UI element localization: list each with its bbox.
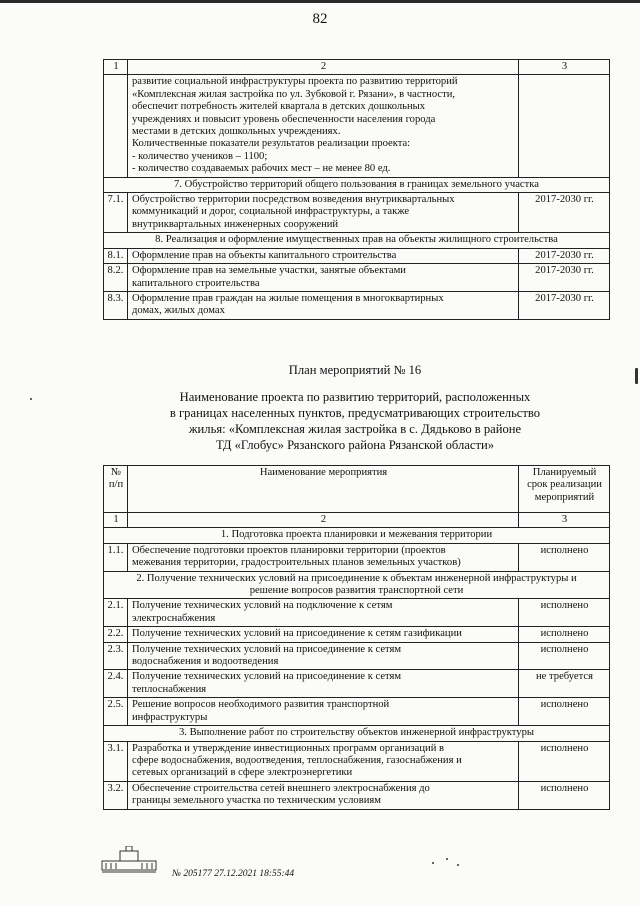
header-term-line: Планируемый xyxy=(532,467,597,478)
scan-speck xyxy=(446,858,448,860)
header-number-cell: 3 xyxy=(519,60,610,75)
implementation-term: исполнено xyxy=(519,698,610,726)
measure-line: Получение технических условий на присоединение к сетям xyxy=(132,671,402,683)
implementation-term: исполнено xyxy=(519,627,610,642)
scan-speck xyxy=(635,368,638,384)
measure-line: теплоснабжения xyxy=(132,683,207,695)
measure-name xyxy=(128,75,519,177)
measure-line: сфере водоснабжения, водоотведения, теплоснабжения, газоснабжения и xyxy=(132,754,462,766)
table-row xyxy=(104,599,610,627)
row-number: 2.5. xyxy=(104,698,128,726)
project-title-line: ТД «Глобус» Рязанского района Рязанской области» xyxy=(215,438,495,452)
row-number xyxy=(104,75,128,177)
header-number-cell: 1 xyxy=(104,513,128,528)
measure-name xyxy=(128,543,519,571)
table-row xyxy=(104,193,610,233)
row-number: 2.3. xyxy=(104,642,128,670)
measure-line: - количество учеников – 1100; xyxy=(132,150,268,162)
measure-line: домах, жилых домах xyxy=(132,305,225,317)
header-row xyxy=(104,466,610,513)
header-number-cell: 1 xyxy=(104,60,128,75)
header-name-text: Наименование мероприятия xyxy=(259,467,388,478)
table-row xyxy=(104,698,610,726)
section-heading xyxy=(104,571,610,599)
implementation-term: 2017-2030 гг. xyxy=(519,248,610,263)
row-number: 7.1. xyxy=(104,193,128,233)
scan-speck xyxy=(30,398,32,400)
header-num-line: п/п xyxy=(108,479,124,491)
measure-line: электроснабжения xyxy=(132,612,216,624)
section-heading-line: 2. Получение технических условий на присоединение к объектам инженерной инфраструктуры и xyxy=(136,572,577,584)
implementation-term: исполнено xyxy=(519,781,610,809)
measure-name xyxy=(128,193,519,233)
project-title-line: в границах населенных пунктов, предусматривающих строительство xyxy=(169,406,541,420)
measure-line: Обеспечение строительства сетей внешнего электроснабжения до xyxy=(132,782,430,794)
row-number: 2.1. xyxy=(104,599,128,627)
implementation-term: 2017-2030 гг. xyxy=(519,291,610,319)
measure-line: - количество создаваемых рабочих мест – не менее 80 ед. xyxy=(132,163,391,175)
measure-line: развитие социальной инфраструктуры проекта по развитию территорий xyxy=(132,76,458,88)
header-name-cell xyxy=(128,466,519,513)
header-number-row xyxy=(104,60,610,75)
measure-line: Оформление прав на земельные участки, занятые объектами xyxy=(132,265,406,277)
measure-line: Оформление прав на объекты капитального строительства xyxy=(132,249,397,261)
project-title xyxy=(120,389,590,453)
measure-name xyxy=(128,291,519,319)
measure-line: капитального строительства xyxy=(132,277,260,289)
measure-name xyxy=(128,781,519,809)
measure-line: Количественные показатели результатов реализации проекта: xyxy=(132,138,411,150)
measure-line: Получение технических условий на присоединение к сетям xyxy=(132,643,402,655)
measure-line: инфраструктуры xyxy=(132,711,208,723)
row-number: 2.2. xyxy=(104,627,128,642)
project-title-line: Наименование проекта по развитию территорий, расположенных xyxy=(179,390,531,404)
table-row xyxy=(104,543,610,571)
building-stamp-logo xyxy=(100,846,158,874)
measure-line: коммуникаций и дорог, социальной инфраструктуры, а также xyxy=(132,206,410,218)
measure-line: сетевых организаций в сфере электроэнергетики xyxy=(132,767,353,779)
row-number: 8.1. xyxy=(104,248,128,263)
section-heading: 1. Подготовка проекта планировки и межевания территории xyxy=(104,528,610,543)
implementation-term: исполнено xyxy=(519,599,610,627)
implementation-term: 2017-2030 гг. xyxy=(519,264,610,292)
table-row xyxy=(104,291,610,319)
section-row xyxy=(104,177,610,192)
implementation-term: 2017-2030 гг. xyxy=(519,193,610,233)
section-heading: 7. Обустройство территорий общего пользования в границах земельного участка xyxy=(104,177,610,192)
row-number: 1.1. xyxy=(104,543,128,571)
measure-line: учреждениях и повысит уровень обеспеченности населения города xyxy=(132,113,436,125)
implementation-term: исполнено xyxy=(519,642,610,670)
implementation-term: исполнено xyxy=(519,741,610,781)
row-number: 2.4. xyxy=(104,670,128,698)
measure-line: «Комплексная жилая застройка по ул. Зубковой г. Рязани», в частности, xyxy=(132,88,456,100)
header-number-cell: 3 xyxy=(519,513,610,528)
table-row xyxy=(104,741,610,781)
measure-line: местами в детских дошкольных учреждениях. xyxy=(132,126,341,138)
measure-line: Решение вопросов необходимого развития транспортной xyxy=(132,699,390,711)
row-number: 3.2. xyxy=(104,781,128,809)
row-number: 8.3. xyxy=(104,291,128,319)
section-row xyxy=(104,528,610,543)
measure-line: Оформление прав граждан на жилые помещения в многоквартирных xyxy=(132,292,444,304)
header-term-cell xyxy=(519,466,610,513)
measure-name xyxy=(128,627,519,642)
measure-line: границы земельного участка по техническим условиям xyxy=(132,795,381,807)
measure-name xyxy=(128,248,519,263)
table-row xyxy=(104,642,610,670)
measure-line: межевания территории, градостроительных планов земельных участков) xyxy=(132,557,461,569)
continuation-table-body xyxy=(104,75,610,319)
header-num-cell xyxy=(104,466,128,513)
measure-name xyxy=(128,670,519,698)
continuation-table-header xyxy=(104,60,610,75)
header-term-line: срок реализации xyxy=(527,479,602,491)
table-row xyxy=(104,75,610,177)
row-number: 8.2. xyxy=(104,264,128,292)
measure-line: внутриквартальных инженерных сооружений xyxy=(132,218,339,230)
implementation-term: исполнено xyxy=(519,543,610,571)
measure-name xyxy=(128,264,519,292)
table-row xyxy=(104,781,610,809)
measure-name xyxy=(128,642,519,670)
project-title-line: жилья: «Комплексная жилая застройка в с. Дядьково в районе xyxy=(188,422,522,436)
measure-line: Получение технических условий на подключение к сетям xyxy=(132,600,393,612)
plan-table-header xyxy=(104,466,610,528)
measure-name xyxy=(128,698,519,726)
section-heading-line: решение вопросов развития транспортной сети xyxy=(249,585,464,597)
plan-table xyxy=(103,465,610,810)
header-number-cell: 2 xyxy=(128,60,519,75)
measure-name xyxy=(128,599,519,627)
document-registration-id: № 205177 27.12.2021 18:55:44 xyxy=(172,869,295,879)
table-row xyxy=(104,627,610,642)
implementation-term: не требуется xyxy=(519,670,610,698)
section-row xyxy=(104,571,610,599)
section-heading: 3. Выполнение работ по строительству объектов инженерной инфраструктуры xyxy=(104,726,610,741)
measure-name xyxy=(128,741,519,781)
plan-table-body xyxy=(104,528,610,809)
continuation-table xyxy=(103,59,610,320)
scan-speck xyxy=(432,862,434,864)
header-num-line: № xyxy=(110,467,122,478)
table-row xyxy=(104,248,610,263)
table-row xyxy=(104,264,610,292)
header-number-cell: 2 xyxy=(128,513,519,528)
scan-speck xyxy=(457,864,459,866)
implementation-term xyxy=(519,75,610,177)
page-number: 82 xyxy=(312,11,328,27)
measure-line: обеспечит потребность жителей квартала в детских дошкольных xyxy=(132,101,426,113)
row-number: 3.1. xyxy=(104,741,128,781)
section-heading: 8. Реализация и оформление имущественных прав на объекты жилищного строительства xyxy=(104,233,610,248)
measure-line: водоснабжения и водоотведения xyxy=(132,656,279,668)
header-term-line: мероприятий xyxy=(534,491,595,503)
header-number-row xyxy=(104,513,610,528)
measure-line: Обеспечение подготовки проектов планировки территории (проектов xyxy=(132,544,446,556)
section-row xyxy=(104,726,610,741)
top-edge-line xyxy=(0,0,640,3)
measure-line: Получение технических условий на присоединение к сетям газификации xyxy=(132,628,462,640)
measure-line: Обустройство территории посредством возведения внутриквартальных xyxy=(132,194,455,206)
section-row xyxy=(104,233,610,248)
measure-line: Разработка и утверждение инвестиционных программ организаций в xyxy=(132,742,445,754)
table-row xyxy=(104,670,610,698)
plan-title: План мероприятий № 16 xyxy=(288,363,422,377)
